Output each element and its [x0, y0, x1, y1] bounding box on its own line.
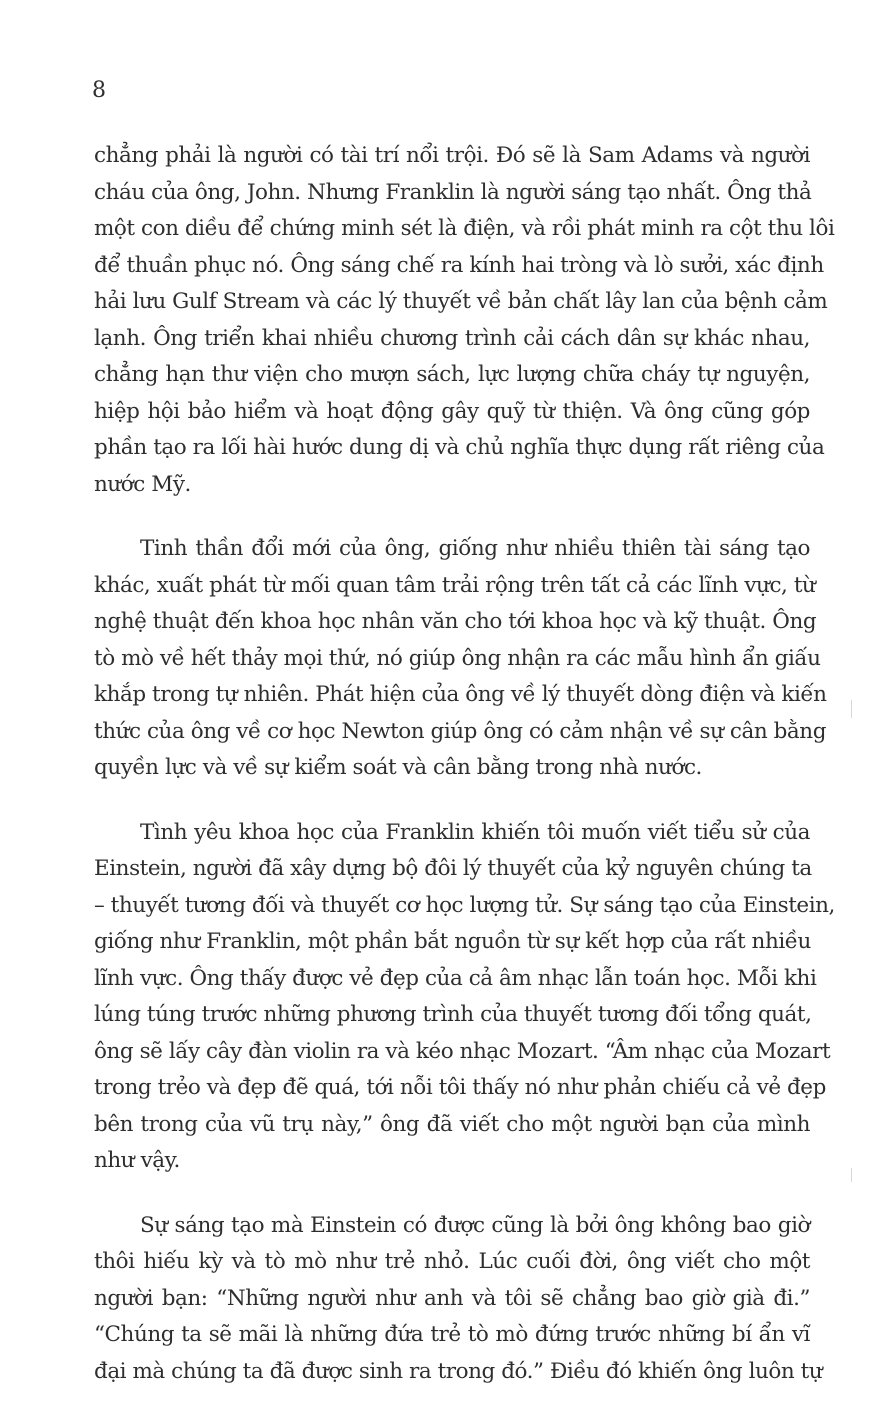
text-line: bên trong của vũ trụ này,” ông đã viết cho một người bạn của mình	[94, 1111, 810, 1137]
text-line: hải lưu Gulf Stream và các lý thuyết về bản chất lây lan của bệnh cảm	[94, 289, 828, 314]
text-line: lúng túng trước những phương trình của thuyết tương đối tổng quát,	[94, 1002, 812, 1027]
text-line: – thuyết tương đối và thuyết cơ học lượng tử. Sự sáng tạo của Einstein,	[94, 892, 835, 918]
text-line: khắp trong tự nhiên. Phát hiện của ông về lý thuyết dòng điện và kiến	[94, 682, 827, 707]
text-line: nước Mỹ.	[94, 471, 191, 497]
text-line: cháu của ông, John. Nhưng Franklin là người sáng tạo nhất. Ông thả	[94, 179, 812, 205]
text-line: chẳng phải là người có tài trí nổi trội. Đó sẽ là Sam Adams và người	[94, 143, 810, 168]
scan-mark	[851, 1168, 852, 1182]
text-line: thôi hiếu kỳ và tò mò như trẻ nhỏ. Lúc cuối đời, ông viết cho một	[94, 1249, 810, 1274]
body-text	[94, 138, 835, 1418]
text-line: trong trẻo và đẹp đẽ quá, tới nỗi tôi thấy nó như phản chiếu cả vẻ đẹp	[94, 1075, 826, 1100]
text-line: Tình yêu khoa học của Franklin khiến tôi muốn viết tiểu sử của	[140, 819, 810, 845]
text-line: để thuần phục nó. Ông sáng chế ra kính hai tròng và lò sưởi, xác định	[94, 252, 824, 278]
text-line: chẳng hạn thư viện cho mượn sách, lực lượng chữa cháy tự nguyện,	[94, 362, 810, 387]
text-line: Tinh thần đổi mới của ông, giống như nhiều thiên tài sáng tạo	[140, 536, 810, 561]
text-line: Sự sáng tạo mà Einstein có được cũng là bởi ông không bao giờ	[140, 1212, 810, 1238]
page-number: 8	[92, 78, 107, 103]
text-line: đại mà chúng ta đã được sinh ra trong đó.” Điều đó khiến ông luôn tự	[94, 1358, 823, 1384]
text-line: lĩnh vực. Ông thấy được vẻ đẹp của cả âm nhạc lẫn toán học. Mỗi khi	[94, 965, 817, 991]
paragraph-2	[94, 531, 827, 787]
text-line: ông sẽ lấy cây đàn violin ra và kéo nhạc Mozart. “Âm nhạc của Mozart	[94, 1038, 831, 1064]
paragraph-1	[94, 138, 835, 503]
text-line: “Chúng ta sẽ mãi là những đứa trẻ tò mò đứng trước những bí ẩn vĩ	[94, 1322, 810, 1347]
text-line: lạnh. Ông triển khai nhiều chương trình cải cách dân sự khác nhau,	[94, 325, 810, 351]
text-line: giống như Franklin, một phần bắt nguồn từ sự kết hợp của rất nhiều	[94, 929, 811, 954]
text-line: tò mò về hết thảy mọi thứ, nó giúp ông nhận ra các mẫu hình ẩn giấu	[94, 645, 821, 671]
text-line: như vậy.	[94, 1148, 180, 1173]
scan-mark	[851, 700, 852, 718]
text-line: Einstein, người đã xây dựng bộ đôi lý thuyết của kỷ nguyên chúng ta	[94, 856, 812, 881]
text-line: nghệ thuật đến khoa học nhân văn cho tới khoa học và kỹ thuật. Ông	[94, 609, 817, 634]
text-line: một con diều để chứng minh sét là điện, và rồi phát minh ra cột thu lôi	[94, 216, 835, 241]
text-line: người bạn: “Những người như anh và tôi sẽ chẳng bao giờ già đi.”	[94, 1285, 810, 1311]
text-line: khác, xuất phát từ mối quan tâm trải rộng trên tất cả các lĩnh vực, từ	[94, 572, 816, 598]
text-line: thức của ông về cơ học Newton giúp ông có cảm nhận về sự cân bằng	[94, 718, 827, 744]
paragraph-3	[94, 815, 835, 1180]
paragraph-4	[94, 1208, 823, 1391]
text-line: hiệp hội bảo hiểm và hoạt động gây quỹ từ thiện. Và ông cũng góp	[94, 398, 810, 424]
text-line: phần tạo ra lối hài hước dung dị và chủ nghĩa thực dụng rất riêng của	[94, 435, 825, 460]
text-line: quyền lực và về sự kiểm soát và cân bằng trong nhà nước.	[94, 755, 702, 780]
